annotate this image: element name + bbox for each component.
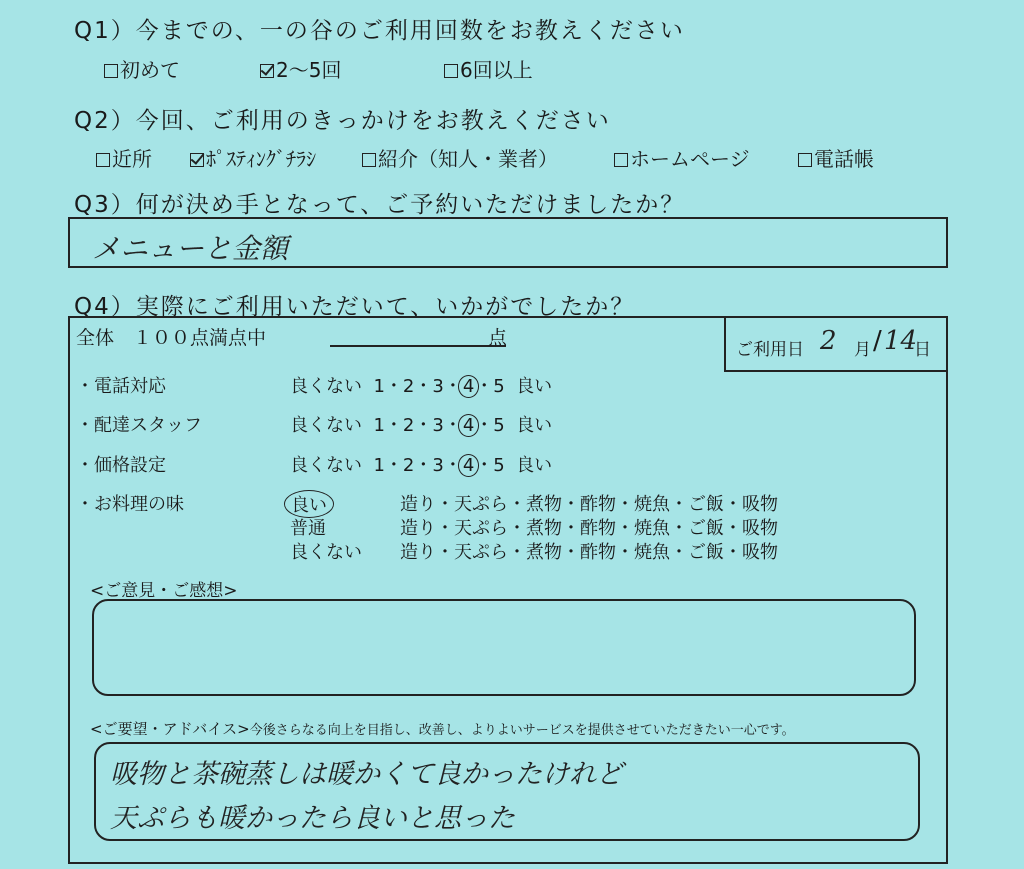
q1-option-0-checkbox[interactable] [104, 64, 118, 78]
rating-price-option-3[interactable]: 3 [432, 455, 444, 476]
requests-header [90, 718, 795, 739]
requests-handwriting-line-1: 吸物と茶碗蒸しは暖かくて良かったけれど [110, 759, 623, 790]
q2-question: Q2）今回、ご利用のきっかけをお教えください [74, 108, 611, 134]
taste-grade-good-circled: 良い [284, 490, 334, 518]
q2-option-0-checkbox[interactable] [96, 153, 110, 167]
visit-date-day: 14 [884, 326, 918, 356]
requests-textarea[interactable] [94, 742, 920, 841]
q2-option-1-label: ﾎﾟｽﾃｨﾝｸﾞﾁﾗｼ [206, 147, 316, 171]
rating-delivery-label: ・配達スタッフ [76, 415, 202, 436]
requests-handwriting-line-2: 天ぷらも暖かったら良いと思った [110, 803, 515, 834]
q2-option-flyer[interactable] [190, 143, 316, 172]
rating-phone-high: 良い [516, 376, 553, 397]
q1-option-6-or-more[interactable] [444, 54, 533, 83]
overall-score-label: 全体 １００点満点中 [76, 327, 267, 349]
visit-date-month: 2 [820, 326, 837, 356]
taste-label: ・お料理の味 [76, 494, 184, 515]
rating-delivery-scale[interactable]: 良くない 1・2・3・4・5 良い [290, 415, 553, 436]
rating-phone-scale[interactable]: 良くない 1・2・3・4・5 良い [290, 376, 553, 397]
rating-price-option-2[interactable]: 2 [402, 455, 415, 476]
rating-phone-option-3[interactable]: 3 [432, 376, 444, 397]
visit-date-prefix: ご利用日 [736, 340, 804, 360]
taste-grade-average[interactable]: 普通 [290, 518, 326, 539]
q2-option-0-label: 近所 [112, 147, 152, 171]
rating-phone-low: 良くない [290, 376, 362, 397]
rating-price-scale[interactable]: 良くない 1・2・3・4・5 良い [290, 455, 553, 476]
opinions-label: <ご意見・ご感想> [90, 581, 238, 601]
q1-option-2-5-times[interactable] [260, 54, 341, 83]
rating-price-option-1[interactable]: 1 [373, 455, 385, 476]
q2-option-3-checkbox[interactable] [614, 153, 628, 167]
rating-delivery-option-3[interactable]: 3 [432, 415, 444, 436]
q1-option-1-checkbox[interactable] [260, 64, 274, 78]
requests-note: 今後さらなる向上を目指し、改善し、よりよいサービスを提供させていただきたい一心です。 [249, 723, 795, 738]
rating-price-option-4-selected[interactable]: 4 [458, 454, 479, 477]
rating-price-low: 良くない [290, 455, 362, 476]
rating-price-label: ・価格設定 [76, 455, 166, 476]
opinions-textarea[interactable] [92, 599, 916, 696]
overall-score-unit: 点 [488, 327, 508, 349]
q1-option-1-label: 2～5回 [276, 58, 342, 82]
rating-delivery-option-5[interactable]: 5 [493, 415, 505, 436]
q3-answer-box[interactable] [68, 217, 948, 268]
q4-question: Q4）実際にご利用いただいて、いかがでしたか？ [74, 294, 636, 320]
q1-option-first-time[interactable] [104, 54, 180, 83]
rating-price-high: 良い [516, 455, 553, 476]
q2-option-homepage[interactable] [614, 143, 750, 172]
rating-phone-option-2[interactable]: 2 [402, 376, 415, 397]
q1-option-2-checkbox[interactable] [444, 64, 458, 78]
taste-dishes-average[interactable]: 造り・天ぷら・煮物・酢物・焼魚・ご飯・吸物 [400, 518, 778, 539]
q2-option-2-checkbox[interactable] [362, 153, 376, 167]
q3-answer-handwriting: メニューと金額 [92, 232, 289, 265]
q1-option-0-label: 初めて [120, 58, 180, 82]
q2-option-2-label: 紹介（知人・業者） [378, 147, 558, 171]
q2-option-neighborhood[interactable] [96, 143, 152, 172]
visit-date-box[interactable] [724, 316, 948, 372]
q2-option-phonebook[interactable] [798, 143, 874, 172]
q2-option-1-checkbox[interactable] [190, 153, 204, 167]
taste-dishes-good[interactable]: 造り・天ぷら・煮物・酢物・焼魚・ご飯・吸物 [400, 494, 778, 515]
q2-option-referral[interactable] [362, 143, 558, 172]
q1-question: Q1）今までの、一の谷のご利用回数をお教えください [74, 18, 685, 44]
visit-date-day-label: 日 [914, 340, 931, 360]
rating-price-option-5[interactable]: 5 [493, 455, 505, 476]
rating-delivery-option-1[interactable]: 1 [373, 415, 385, 436]
rating-phone-label: ・電話対応 [76, 376, 166, 397]
visit-date-month-label: 月 [854, 340, 871, 360]
overall-score-field[interactable] [330, 345, 506, 347]
rating-delivery-low: 良くない [290, 415, 362, 436]
q3-question: Q3）何が決め手となって、ご予約いただけましたか？ [74, 192, 686, 218]
rating-delivery-option-2[interactable]: 2 [402, 415, 415, 436]
rating-phone-option-5[interactable]: 5 [493, 376, 505, 397]
q2-option-4-checkbox[interactable] [798, 153, 812, 167]
visit-date-slash: / [873, 326, 882, 356]
taste-grade-poor[interactable]: 良くない [290, 542, 362, 563]
q1-option-2-label: 6回以上 [460, 58, 533, 82]
q2-option-4-label: 電話帳 [814, 147, 874, 171]
taste-dishes-poor[interactable]: 造り・天ぷら・煮物・酢物・焼魚・ご飯・吸物 [400, 542, 778, 563]
rating-delivery-option-4-selected[interactable]: 4 [458, 414, 479, 437]
requests-label: <ご要望・アドバイス> [90, 720, 250, 738]
rating-phone-option-1[interactable]: 1 [373, 376, 385, 397]
rating-phone-option-4-selected[interactable]: 4 [458, 375, 479, 398]
q2-option-3-label: ホームページ [630, 147, 750, 171]
rating-delivery-high: 良い [516, 415, 553, 436]
